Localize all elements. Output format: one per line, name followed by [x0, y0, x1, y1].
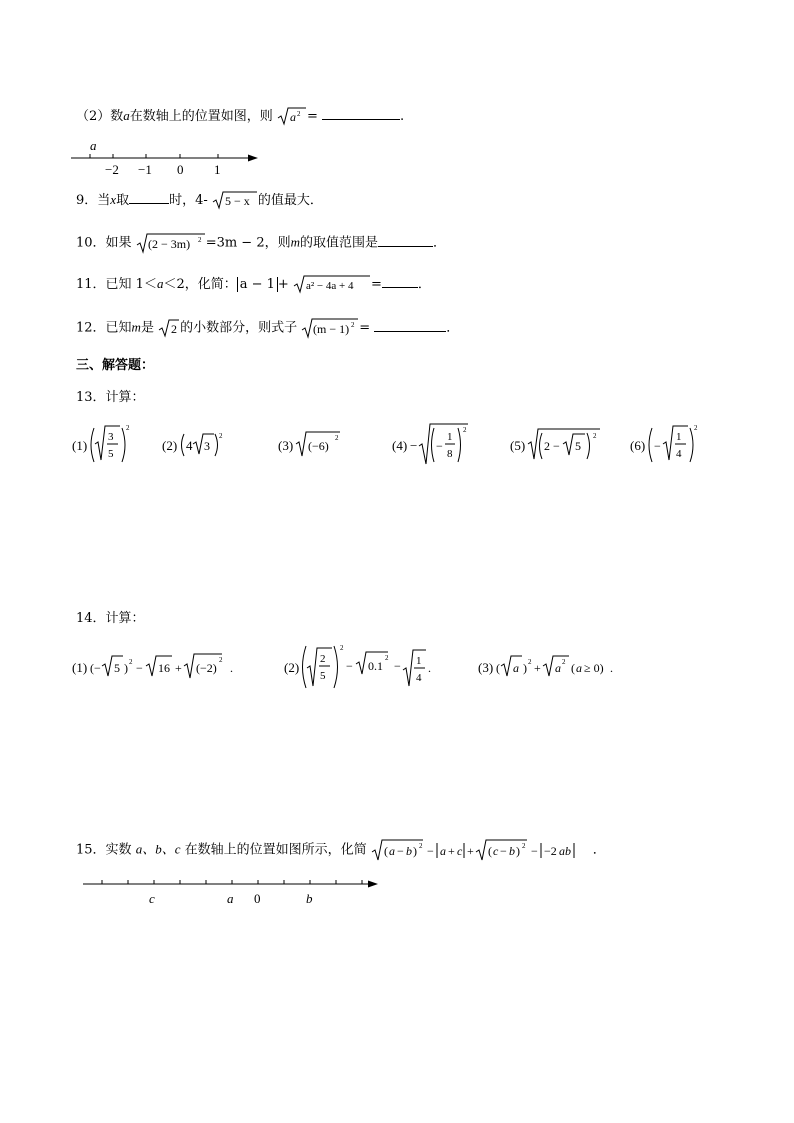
- q13-label-3: (3): [278, 438, 294, 453]
- svg-text:−: −: [499, 844, 507, 858]
- svg-text:.: .: [428, 661, 431, 675]
- q15-vars: a、b、c: [135, 841, 181, 857]
- q14-label-1: (1): [72, 660, 88, 675]
- svg-text:a: a: [576, 661, 582, 675]
- svg-text:2: 2: [463, 426, 467, 434]
- number-line-2: [80, 872, 390, 912]
- answer-blank[interactable]: [322, 106, 400, 120]
- q15-expression: [371, 838, 593, 862]
- svg-text:16: 16: [158, 661, 170, 675]
- question-15: [76, 838, 606, 862]
- q10-after: 的取值范围是: [300, 235, 379, 251]
- q11-mid: ＜2，化简：: [163, 277, 237, 292]
- q10-radicand: (2 − 3m): [147, 237, 190, 251]
- q12-eq: =: [359, 320, 371, 336]
- svg-text:2: 2: [219, 656, 223, 664]
- q10-rhs: =3m − 2: [205, 235, 265, 251]
- q13-item-5: [510, 426, 602, 468]
- q13-item-2: [162, 428, 232, 466]
- axis1-a-label: a: [90, 138, 97, 153]
- svg-text:c: c: [492, 844, 499, 858]
- axis1-tick-neg1: −1: [138, 162, 152, 177]
- svg-text:−2: −2: [543, 844, 557, 858]
- svg-text:2: 2: [335, 434, 339, 442]
- q12-prefix: 12．已知: [76, 320, 132, 336]
- q8-middle: 在数轴上的位置如图，则: [129, 109, 273, 124]
- svg-text:0.1: 0.1: [368, 659, 383, 673]
- q14-label-3: (3): [478, 660, 494, 675]
- q9-end: 的值最大．: [257, 193, 323, 208]
- svg-text:): ): [124, 661, 128, 675]
- svg-text:−: −: [530, 844, 538, 858]
- q10-var: m: [290, 234, 301, 250]
- svg-text:a: a: [513, 661, 519, 675]
- svg-text:): ): [523, 661, 527, 675]
- svg-text:.: .: [610, 661, 613, 675]
- svg-text:−: −: [426, 844, 434, 858]
- axis2-b-label: b: [306, 891, 313, 906]
- svg-text:2: 2: [521, 842, 526, 850]
- svg-text:2: 2: [528, 658, 532, 666]
- svg-text:2: 2: [126, 424, 130, 432]
- svg-text:−: −: [396, 844, 404, 858]
- svg-text:(: (: [571, 661, 575, 675]
- abs-a-minus-1: a − 1: [237, 277, 278, 292]
- svg-text:8: 8: [447, 448, 453, 460]
- svg-text:4: 4: [186, 438, 193, 453]
- answer-blank[interactable]: [374, 318, 446, 332]
- svg-text:a: a: [289, 110, 296, 125]
- svg-text:−: −: [136, 661, 143, 675]
- q10-exp: 2: [197, 236, 202, 244]
- q9-mid: 取: [116, 193, 130, 208]
- q11-prefix: 11．已知 1＜: [76, 277, 157, 292]
- svg-text:−: −: [436, 439, 443, 453]
- svg-text:b: b: [508, 844, 515, 858]
- svg-text:+: +: [175, 661, 182, 675]
- svg-text:5: 5: [575, 439, 581, 453]
- svg-text:2 −: 2 −: [544, 439, 560, 453]
- svg-text:−: −: [394, 659, 401, 673]
- svg-text:+: +: [466, 844, 474, 858]
- svg-text:3: 3: [204, 439, 210, 453]
- q15-mid: 在数轴上的位置如图所示，化简: [184, 842, 367, 858]
- q8-end: .: [399, 109, 405, 124]
- q12-after: 的小数部分，则式子: [180, 320, 298, 336]
- answer-blank[interactable]: [129, 190, 169, 204]
- q8-prefix: （2）数: [76, 109, 124, 124]
- svg-text:4: 4: [416, 672, 422, 684]
- svg-text:2: 2: [129, 658, 133, 666]
- question-12: [76, 317, 459, 339]
- q13-label-1: (1): [72, 438, 88, 453]
- question-10: [76, 232, 446, 254]
- sqrt-5-minus-x: [212, 190, 258, 211]
- svg-text:1: 1: [416, 655, 422, 667]
- q13-item-4: [392, 420, 472, 474]
- q14-label-2: (2): [284, 660, 300, 675]
- sqrt-a2-4a-4: [293, 274, 371, 295]
- svg-text:(: (: [383, 844, 388, 858]
- q13-label-4: (4): [392, 438, 408, 453]
- svg-text:): ): [412, 844, 417, 858]
- q15-end: ．: [592, 842, 606, 858]
- svg-text:2: 2: [694, 424, 698, 432]
- axis2-c-label: c: [149, 891, 155, 906]
- svg-text:.: .: [230, 661, 233, 675]
- axis2-zero-label: 0: [254, 891, 261, 906]
- svg-text:2: 2: [418, 842, 423, 850]
- q12-end: ．: [446, 320, 460, 336]
- axis2-a-label: a: [227, 891, 234, 906]
- sqrt-2-3m-squared: [136, 232, 206, 254]
- question-8-2: [76, 106, 404, 127]
- svg-text:−: −: [654, 439, 661, 453]
- q13-label-6: (6): [630, 438, 646, 453]
- number-line-1: [68, 136, 268, 178]
- q13-label-5: (5): [510, 438, 526, 453]
- q10-mid: ，则: [264, 235, 291, 251]
- svg-text:1: 1: [676, 431, 682, 443]
- svg-text:(−: (−: [90, 661, 101, 675]
- q13-item-3: [278, 428, 348, 466]
- svg-text:): ): [515, 844, 520, 858]
- sqrt-a-squared: [277, 106, 307, 127]
- question-9: [76, 190, 323, 211]
- svg-text:2: 2: [219, 432, 223, 440]
- q9-radicand: 5 − x: [224, 194, 250, 209]
- question-14-title: 14．计算：: [76, 611, 145, 626]
- axis1-tick-0: 0: [177, 162, 184, 177]
- svg-text:(: (: [496, 661, 500, 675]
- q11-plus: +: [277, 277, 289, 292]
- svg-text:4: 4: [676, 448, 682, 460]
- svg-text:c: c: [456, 844, 463, 858]
- svg-text:5: 5: [114, 661, 120, 675]
- q11-radicand: a² − 4a + 4: [305, 280, 354, 293]
- svg-text:a: a: [555, 661, 561, 675]
- svg-text:(−6): (−6): [308, 439, 329, 453]
- q9-prefix: 9．当: [76, 193, 111, 208]
- question-13-title: 13．计算：: [76, 390, 145, 405]
- q12-exp: 2: [351, 321, 355, 329]
- svg-text:2: 2: [385, 654, 389, 662]
- svg-text:−: −: [346, 659, 353, 673]
- svg-text:2: 2: [320, 653, 326, 665]
- q13-item-1: [72, 420, 132, 474]
- q10-end: ．: [433, 235, 447, 251]
- q13-item-6: [630, 420, 702, 474]
- q8-equals: =: [306, 109, 318, 124]
- q11-eq: =: [370, 277, 382, 292]
- q12-radicand: (m − 1): [313, 322, 350, 336]
- q14-item-2: [284, 642, 434, 696]
- q9-var: x: [110, 192, 117, 207]
- svg-text:(−2): (−2): [196, 661, 217, 675]
- svg-text:+: +: [447, 844, 455, 858]
- q11-end: ．: [417, 277, 431, 292]
- axis1-tick-1: 1: [214, 162, 221, 177]
- svg-text:2: 2: [296, 110, 301, 119]
- sqrt-2: [158, 318, 180, 339]
- svg-text:+: +: [534, 661, 541, 675]
- svg-text:ab: ab: [558, 844, 571, 858]
- answer-blank[interactable]: [378, 233, 433, 247]
- q13-label-2: (2): [162, 438, 178, 453]
- svg-text:2: 2: [562, 658, 566, 666]
- q9-after: 时，4-: [169, 193, 208, 208]
- svg-text:b: b: [405, 844, 412, 858]
- section-heading: 三、解答题：: [76, 358, 155, 373]
- svg-text:3: 3: [108, 431, 114, 443]
- svg-text:≥ 0): ≥ 0): [584, 661, 604, 675]
- svg-text:1: 1: [447, 431, 453, 443]
- svg-text:(: (: [487, 844, 492, 858]
- q14-item-1: [72, 650, 242, 688]
- q12-mid: 是: [140, 320, 154, 336]
- axis1-tick-neg2: −2: [105, 162, 119, 177]
- answer-blank[interactable]: [382, 274, 418, 288]
- svg-text:a: a: [388, 844, 395, 858]
- svg-text:−: −: [410, 438, 418, 453]
- q11-var: a: [156, 276, 164, 291]
- q8-var: a: [123, 108, 130, 123]
- sqrt-m-minus-1-squared: [301, 317, 359, 339]
- svg-text:a: a: [439, 844, 446, 858]
- svg-text:5: 5: [108, 448, 114, 460]
- question-11: [76, 274, 431, 295]
- q14-item-3: [478, 650, 628, 688]
- q12-radicand-small: 2: [171, 321, 178, 336]
- svg-text:2: 2: [340, 644, 344, 652]
- svg-text:2: 2: [593, 432, 597, 440]
- q15-prefix: 15．实数: [76, 842, 132, 858]
- q12-var: m: [131, 319, 141, 335]
- q10-prefix: 10．如果: [76, 235, 132, 251]
- svg-text:5: 5: [320, 670, 326, 682]
